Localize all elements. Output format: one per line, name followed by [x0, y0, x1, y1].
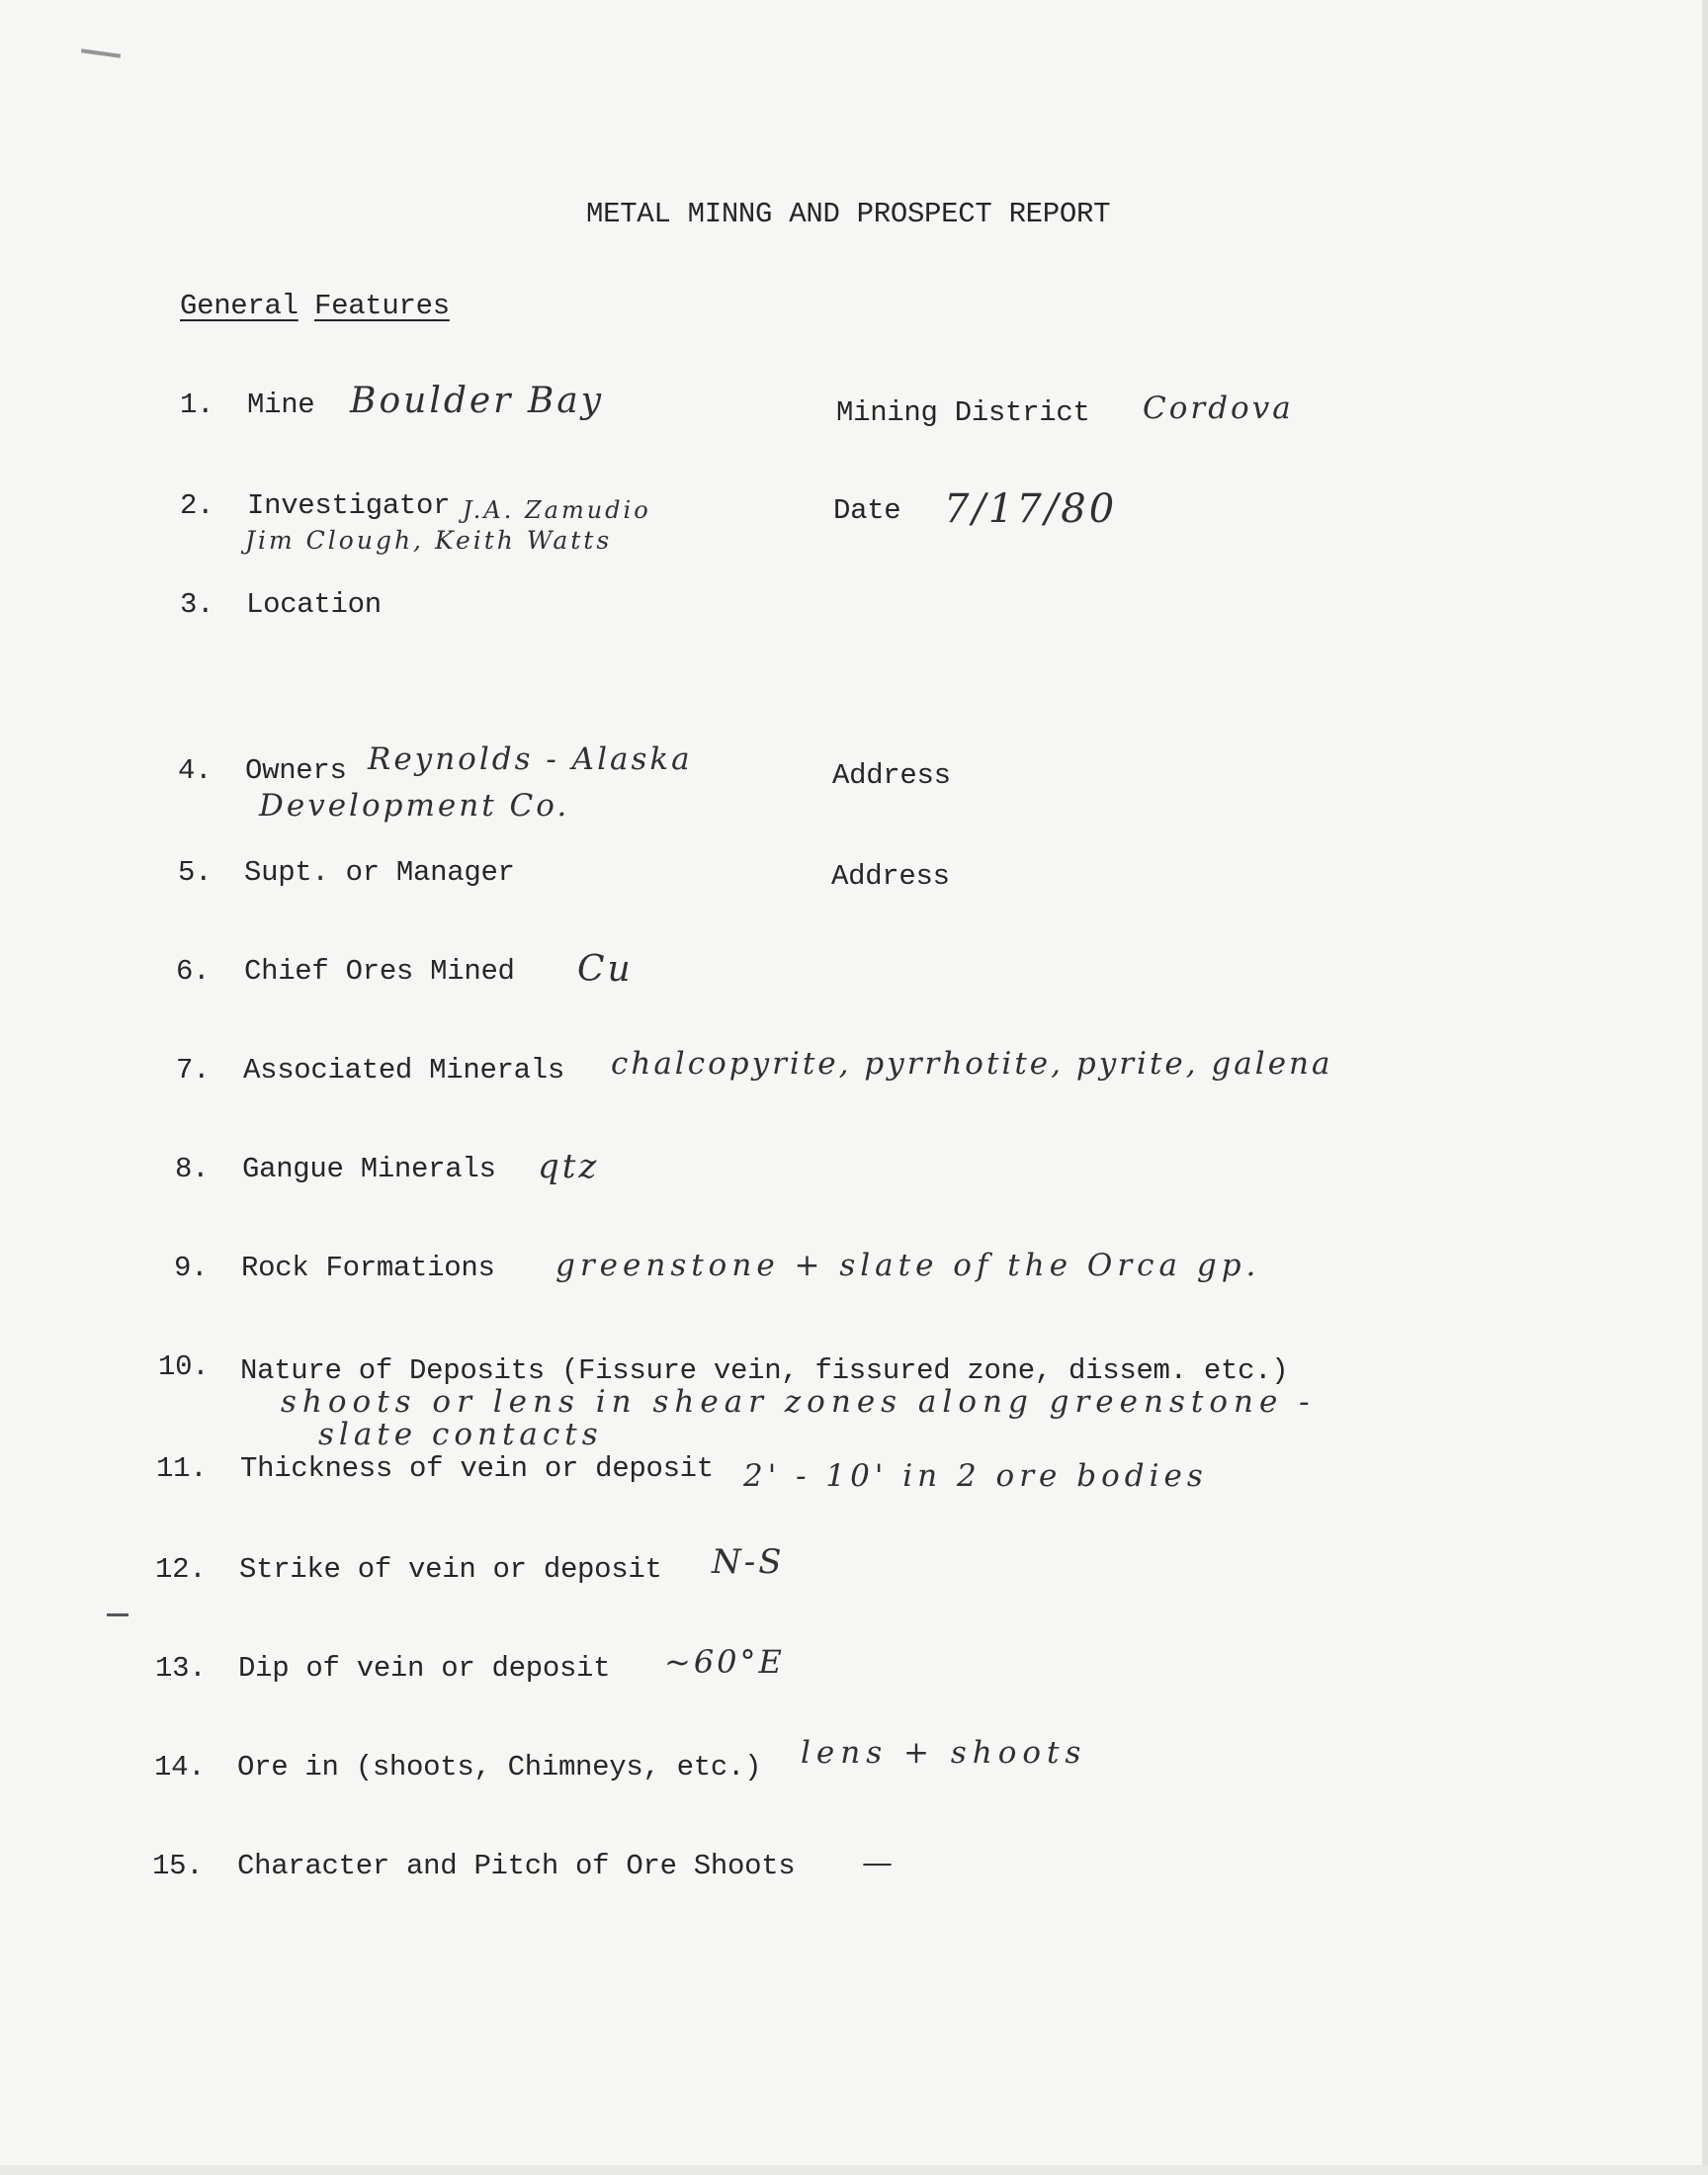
date-value: 7/17/80	[944, 486, 1118, 532]
rock-formations-value: greenstone + slate of the Orca gp.	[555, 1248, 1261, 1283]
ore-in-label: Ore in (shoots, Chimneys, etc.)	[237, 1751, 762, 1784]
stray-pen-mark	[81, 48, 121, 58]
section-heading-features: Features	[314, 290, 450, 322]
item-number: 13.	[155, 1652, 207, 1685]
mining-district-label: Mining District	[836, 396, 1090, 429]
margin-dash-mark	[107, 1613, 128, 1616]
item-number: 1.	[180, 389, 214, 421]
owners-value: Reynolds - Alaska	[368, 741, 693, 777]
thickness-value: 2' - 10' in 2 ore bodies	[743, 1458, 1208, 1494]
mine-value: Boulder Bay	[350, 381, 605, 421]
date-label: Date	[833, 494, 901, 527]
item-number: 7.	[176, 1054, 211, 1087]
section-heading-general: General	[180, 290, 299, 322]
gangue-minerals-value: qtz	[538, 1147, 600, 1186]
owners-label: Owners	[245, 754, 347, 787]
associated-minerals-value: chalcopyrite, pyrrhotite, pyrite, galena	[611, 1046, 1333, 1082]
chief-ores-label: Chief Ores Mined	[244, 955, 515, 988]
item-number: 14.	[154, 1751, 206, 1784]
supt-manager-label: Supt. or Manager	[244, 856, 515, 889]
location-label: Location	[246, 588, 382, 621]
ore-in-value: lens + shoots	[801, 1735, 1087, 1771]
item-number: 6.	[176, 955, 211, 988]
nature-of-deposits-label: Nature of Deposits (Fissure vein, fissured zone, dissem. etc.)	[240, 1354, 1289, 1387]
investigator-value: J.A. Zamudio	[463, 496, 651, 524]
character-pitch-label: Character and Pitch of Ore Shoots	[237, 1850, 796, 1882]
chief-ores-value: Cu	[577, 949, 634, 990]
mining-district-value: Cordova	[1143, 391, 1294, 426]
supt-address-label: Address	[831, 860, 950, 893]
dip-label: Dip of vein or deposit	[238, 1652, 611, 1685]
item-number: 15.	[152, 1850, 204, 1882]
investigator-value-line2: Jim Clough, Keith Watts	[245, 526, 613, 555]
item-number: 3.	[180, 588, 214, 621]
investigator-label: Investigator	[247, 489, 451, 522]
item-number: 4.	[178, 754, 213, 787]
gangue-minerals-label: Gangue Minerals	[242, 1153, 496, 1185]
owners-value-line2: Development Co.	[259, 788, 570, 824]
page-bottom-edge	[0, 2165, 1708, 2175]
character-pitch-value: —	[862, 1845, 896, 1880]
thickness-label: Thickness of vein or deposit	[240, 1452, 714, 1485]
strike-label: Strike of vein or deposit	[239, 1553, 662, 1586]
nature-of-deposits-value-line2: slate contacts	[318, 1417, 603, 1452]
item-number: 10.	[158, 1350, 210, 1383]
rock-formations-label: Rock Formations	[241, 1252, 495, 1284]
dip-value: ~60°E	[664, 1643, 785, 1681]
item-number: 9.	[174, 1252, 209, 1284]
associated-minerals-label: Associated Minerals	[243, 1054, 564, 1087]
page-edge-shadow	[1702, 0, 1708, 2175]
report-title: METAL MINNG AND PROSPECT REPORT	[586, 198, 1111, 230]
item-number: 12.	[155, 1553, 207, 1586]
item-number: 8.	[175, 1153, 210, 1185]
item-number: 2.	[180, 489, 214, 522]
item-number: 5.	[178, 856, 213, 889]
mine-label: Mine	[247, 389, 315, 421]
strike-value: N-S	[712, 1542, 785, 1582]
item-number: 11.	[156, 1452, 208, 1485]
nature-of-deposits-value: shoots or lens in shear zones along greenstone -	[281, 1384, 1316, 1420]
owners-address-label: Address	[832, 759, 951, 792]
